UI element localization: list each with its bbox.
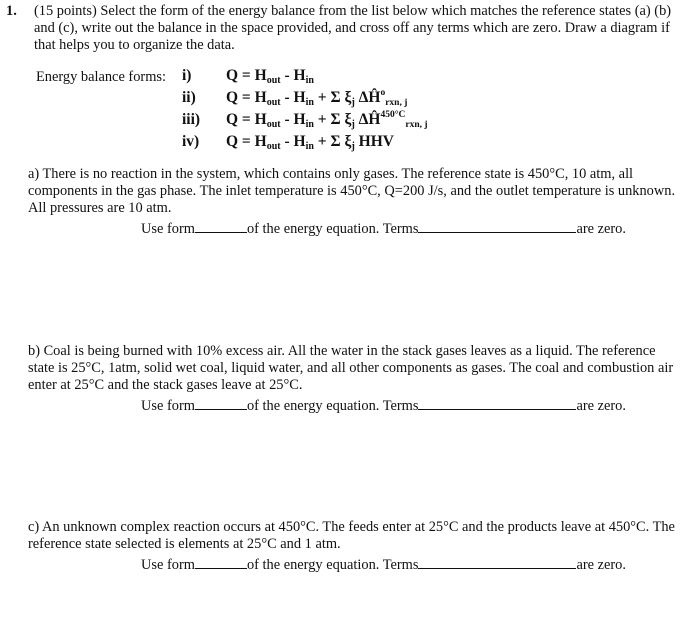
part-b-answer-line: Use form of the energy equation. Terms are zero. bbox=[141, 398, 626, 414]
form-iv: iv) $Q = H_{out} - H_{in} + \Sigma$ $\xi_j$ HHV bbox=[182, 133, 394, 152]
form-blank-a[interactable] bbox=[195, 220, 247, 233]
terms-blank-b[interactable] bbox=[418, 397, 576, 410]
question-intro: (15 points) Select the form of the energy balance from the list below which matches the reference states (a) (b) and (c), write out the balance in the space provided, and cross off any terms which are zero. Draw a diagram if that helps you to organize the data. bbox=[34, 3, 672, 53]
energy-balance-forms-label: Energy balance forms: bbox=[36, 69, 167, 85]
terms-blank-a[interactable] bbox=[418, 220, 576, 233]
form-roman: iii) bbox=[182, 111, 201, 128]
form-i: i) $Q = H_{out} - H_{in}$ bbox=[182, 67, 314, 86]
form-blank-b[interactable] bbox=[195, 397, 247, 410]
form-roman: i) bbox=[182, 67, 192, 84]
part-c-answer-line: Use form of the energy equation. Terms are zero. bbox=[141, 557, 626, 573]
form-roman: ii) bbox=[182, 89, 196, 106]
form-roman: iv) bbox=[182, 133, 200, 150]
part-a-text: a) There is no reaction in the system, which contains only gases. The reference state is 450°C, 10 atm, all components in the gas phase. The inlet temperature is 450°C, Q=200 J/s, and the outlet temperature is unknown. All pressures are 10 atm. bbox=[28, 166, 676, 216]
form-ii: ii) $Q = H_{out} - H_{in} + \Sigma$ $\xi_j$ $\Delta Ĥ^orxn$, j bbox=[182, 88, 408, 108]
part-b-text: b) Coal is being burned with 10% excess air. All the water in the stack gases leaves as a liquid. The reference state is 25°C, 1atm, solid wet coal, liquid water, and all other components as gases. The coal and combustion air enter at 25°C and the stack gases leave at 25°C. bbox=[28, 343, 674, 393]
form-blank-c[interactable] bbox=[195, 556, 247, 569]
question-number: 1. bbox=[6, 3, 17, 19]
part-c-text: c) An unknown complex reaction occurs at 450°C. The feeds enter at 25°C and the products leave at 450°C. The reference state selected is elements at 25°C and 1 atm. bbox=[28, 519, 675, 552]
terms-blank-c[interactable] bbox=[418, 556, 576, 569]
form-iii: iii) $Q = H_{out} - H_{in} + \Sigma$ $\xi_j$ $\Delta Ĥ^{450^\circ C}rxn$, j bbox=[182, 110, 428, 130]
part-a-answer-line: Use form of the energy equation. Terms are zero. bbox=[141, 221, 626, 237]
